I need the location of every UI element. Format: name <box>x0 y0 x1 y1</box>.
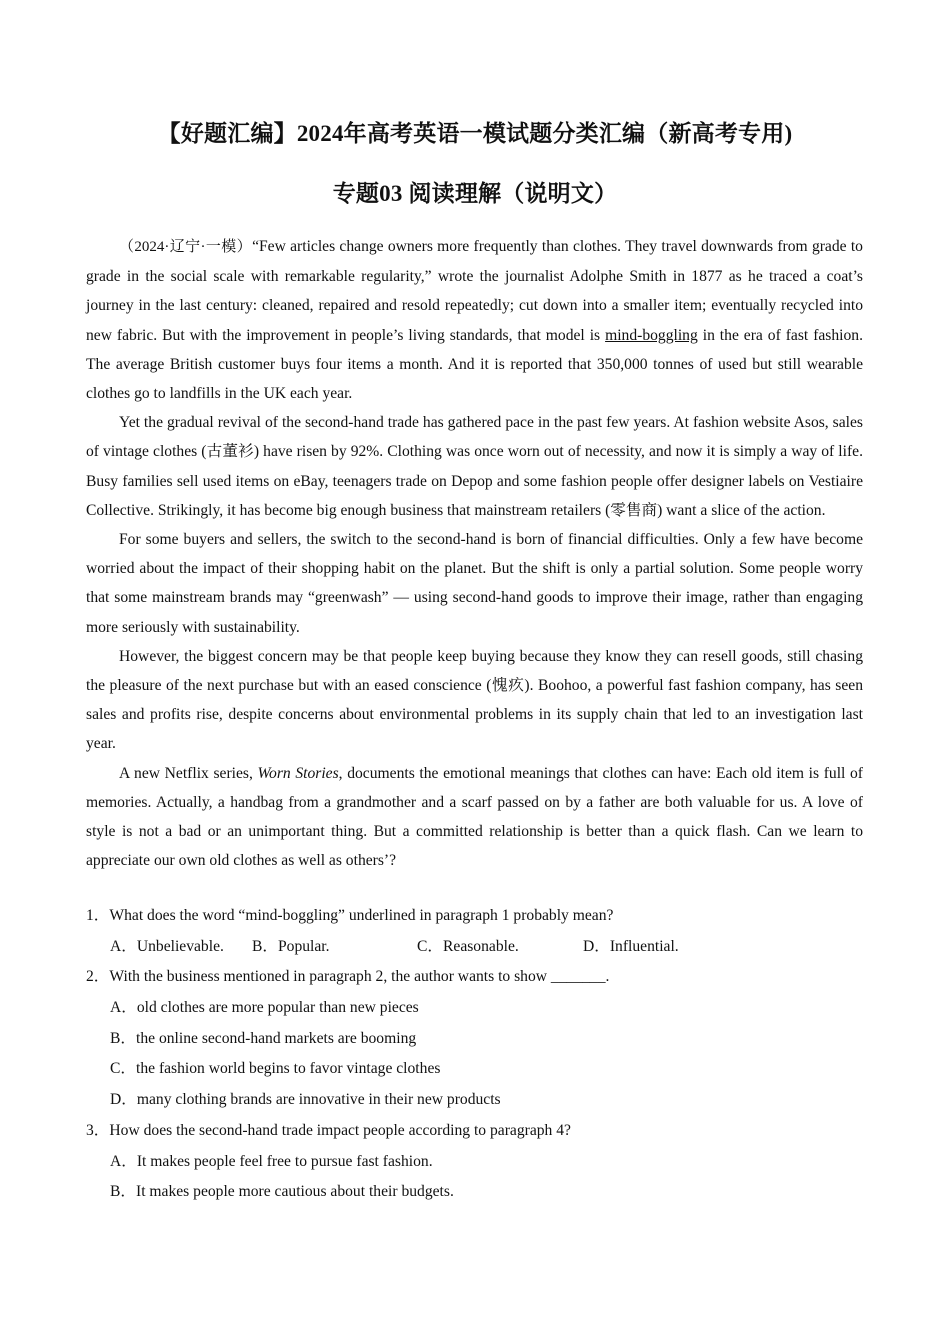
question-stem: 2．With the business mentioned in paragraph 2, the author wants to show _______. <box>86 968 610 986</box>
option-c: C．the fashion world begins to favor vintage clothes <box>110 1060 441 1078</box>
option-a: A．old clothes are more popular than new pieces <box>110 999 419 1017</box>
option-b: B．the online second-hand markets are booming <box>110 1029 417 1047</box>
option-b: B．Popular. <box>252 937 330 955</box>
paragraph-4: However, the biggest concern may be that people keep buying because they know they can resell goods, still chasing the pleasure of the next purchase but with an eased conscience (愧疚). Boohoo, a powerful fast fashion company, has seen sales and profits rise, despite concerns about environmental problems in its supply chain that led to an investigation last year. <box>86 647 863 753</box>
paragraph-3: For some buyers and sellers, the switch to the second-hand is born of financial difficulties. Only a few have become worried about the impact of their shopping habit on the planet. But the shift is only a partial solution. Some people worry that some mainstream brands may “greenwash” — using second-hand goods to improve their image, rather than engaging more seriously with sustainability. <box>86 531 863 636</box>
questions-section <box>86 901 863 1208</box>
reading-passage <box>86 232 863 875</box>
document-subtitle: 专题03 阅读理解（说明文） <box>332 181 618 206</box>
paragraph-1: （2024·辽宁·一模）“Few articles change owners more frequently than clothes. They travel downwards from grade to grade in the social scale with remarkable regularity,” wrote the journalist Adolphe Smith in 1877 as he traced a coat’s journey in the last century: cleaned, repaired and resold repeatedly; cut down into a smaller item; eventually recycled into new fabric. But with the improvement in people’s living standards, that model is mind-boggling in the era of fast fashion. The average British customer buys four items a month. And it is reported that 350,000 tonnes of used but still wearable clothes go to landfills in the UK each year. <box>86 238 864 403</box>
option-d: D．many clothing brands are innovative in their new products <box>110 1091 501 1109</box>
document-title: 【好题汇编】2024年高考英语一模试题分类汇编（新高考专用) <box>157 121 793 146</box>
question-options-row <box>86 932 863 963</box>
series-title: Worn Stories <box>257 764 339 782</box>
question-stem: 3．How does the second-hand trade impact people according to paragraph 4? <box>86 1121 571 1139</box>
question-stem: 1．What does the word “mind-boggling” underlined in paragraph 1 probably mean? <box>86 907 614 924</box>
paragraph-5: A new Netflix series, Worn Stories, documents the emotional meanings that clothes can have: Each old item is full of memories. Actually, a handbag from a grandmother and a scarf passed on by a father are both valuable for us. A love of style is not a bad or an unimportant thing. But a committed relationship is better than a quick flash. Can we learn to appreciate our own old clothes as well as others’? <box>86 764 863 870</box>
option-c: C．Reasonable. <box>417 937 519 955</box>
option-b: B．It makes people more cautious about their budgets. <box>110 1183 454 1201</box>
passage-source: （2024·辽宁·一模） <box>119 239 253 255</box>
underlined-word: mind-boggling <box>605 326 698 344</box>
option-a: A．It makes people feel free to pursue fast fashion. <box>110 1152 433 1170</box>
option-d: D．Influential. <box>583 937 679 955</box>
option-a: A．Unbelievable. <box>110 937 224 955</box>
paragraph-2: Yet the gradual revival of the second-hand trade has gathered pace in the past few years. At fashion website Asos, sales of vintage clothes (古董衫) have risen by 92%. Clothing was once worn out of necessity, and now it is simply a way of life. Busy families sell used items on eBay, teenagers trade on Depop and some fashion people offer designer labels on Vestiaire Collective. Strikingly, it has become big enough business that mainstream retailers (零售商) want a slice of the action. <box>86 414 863 519</box>
